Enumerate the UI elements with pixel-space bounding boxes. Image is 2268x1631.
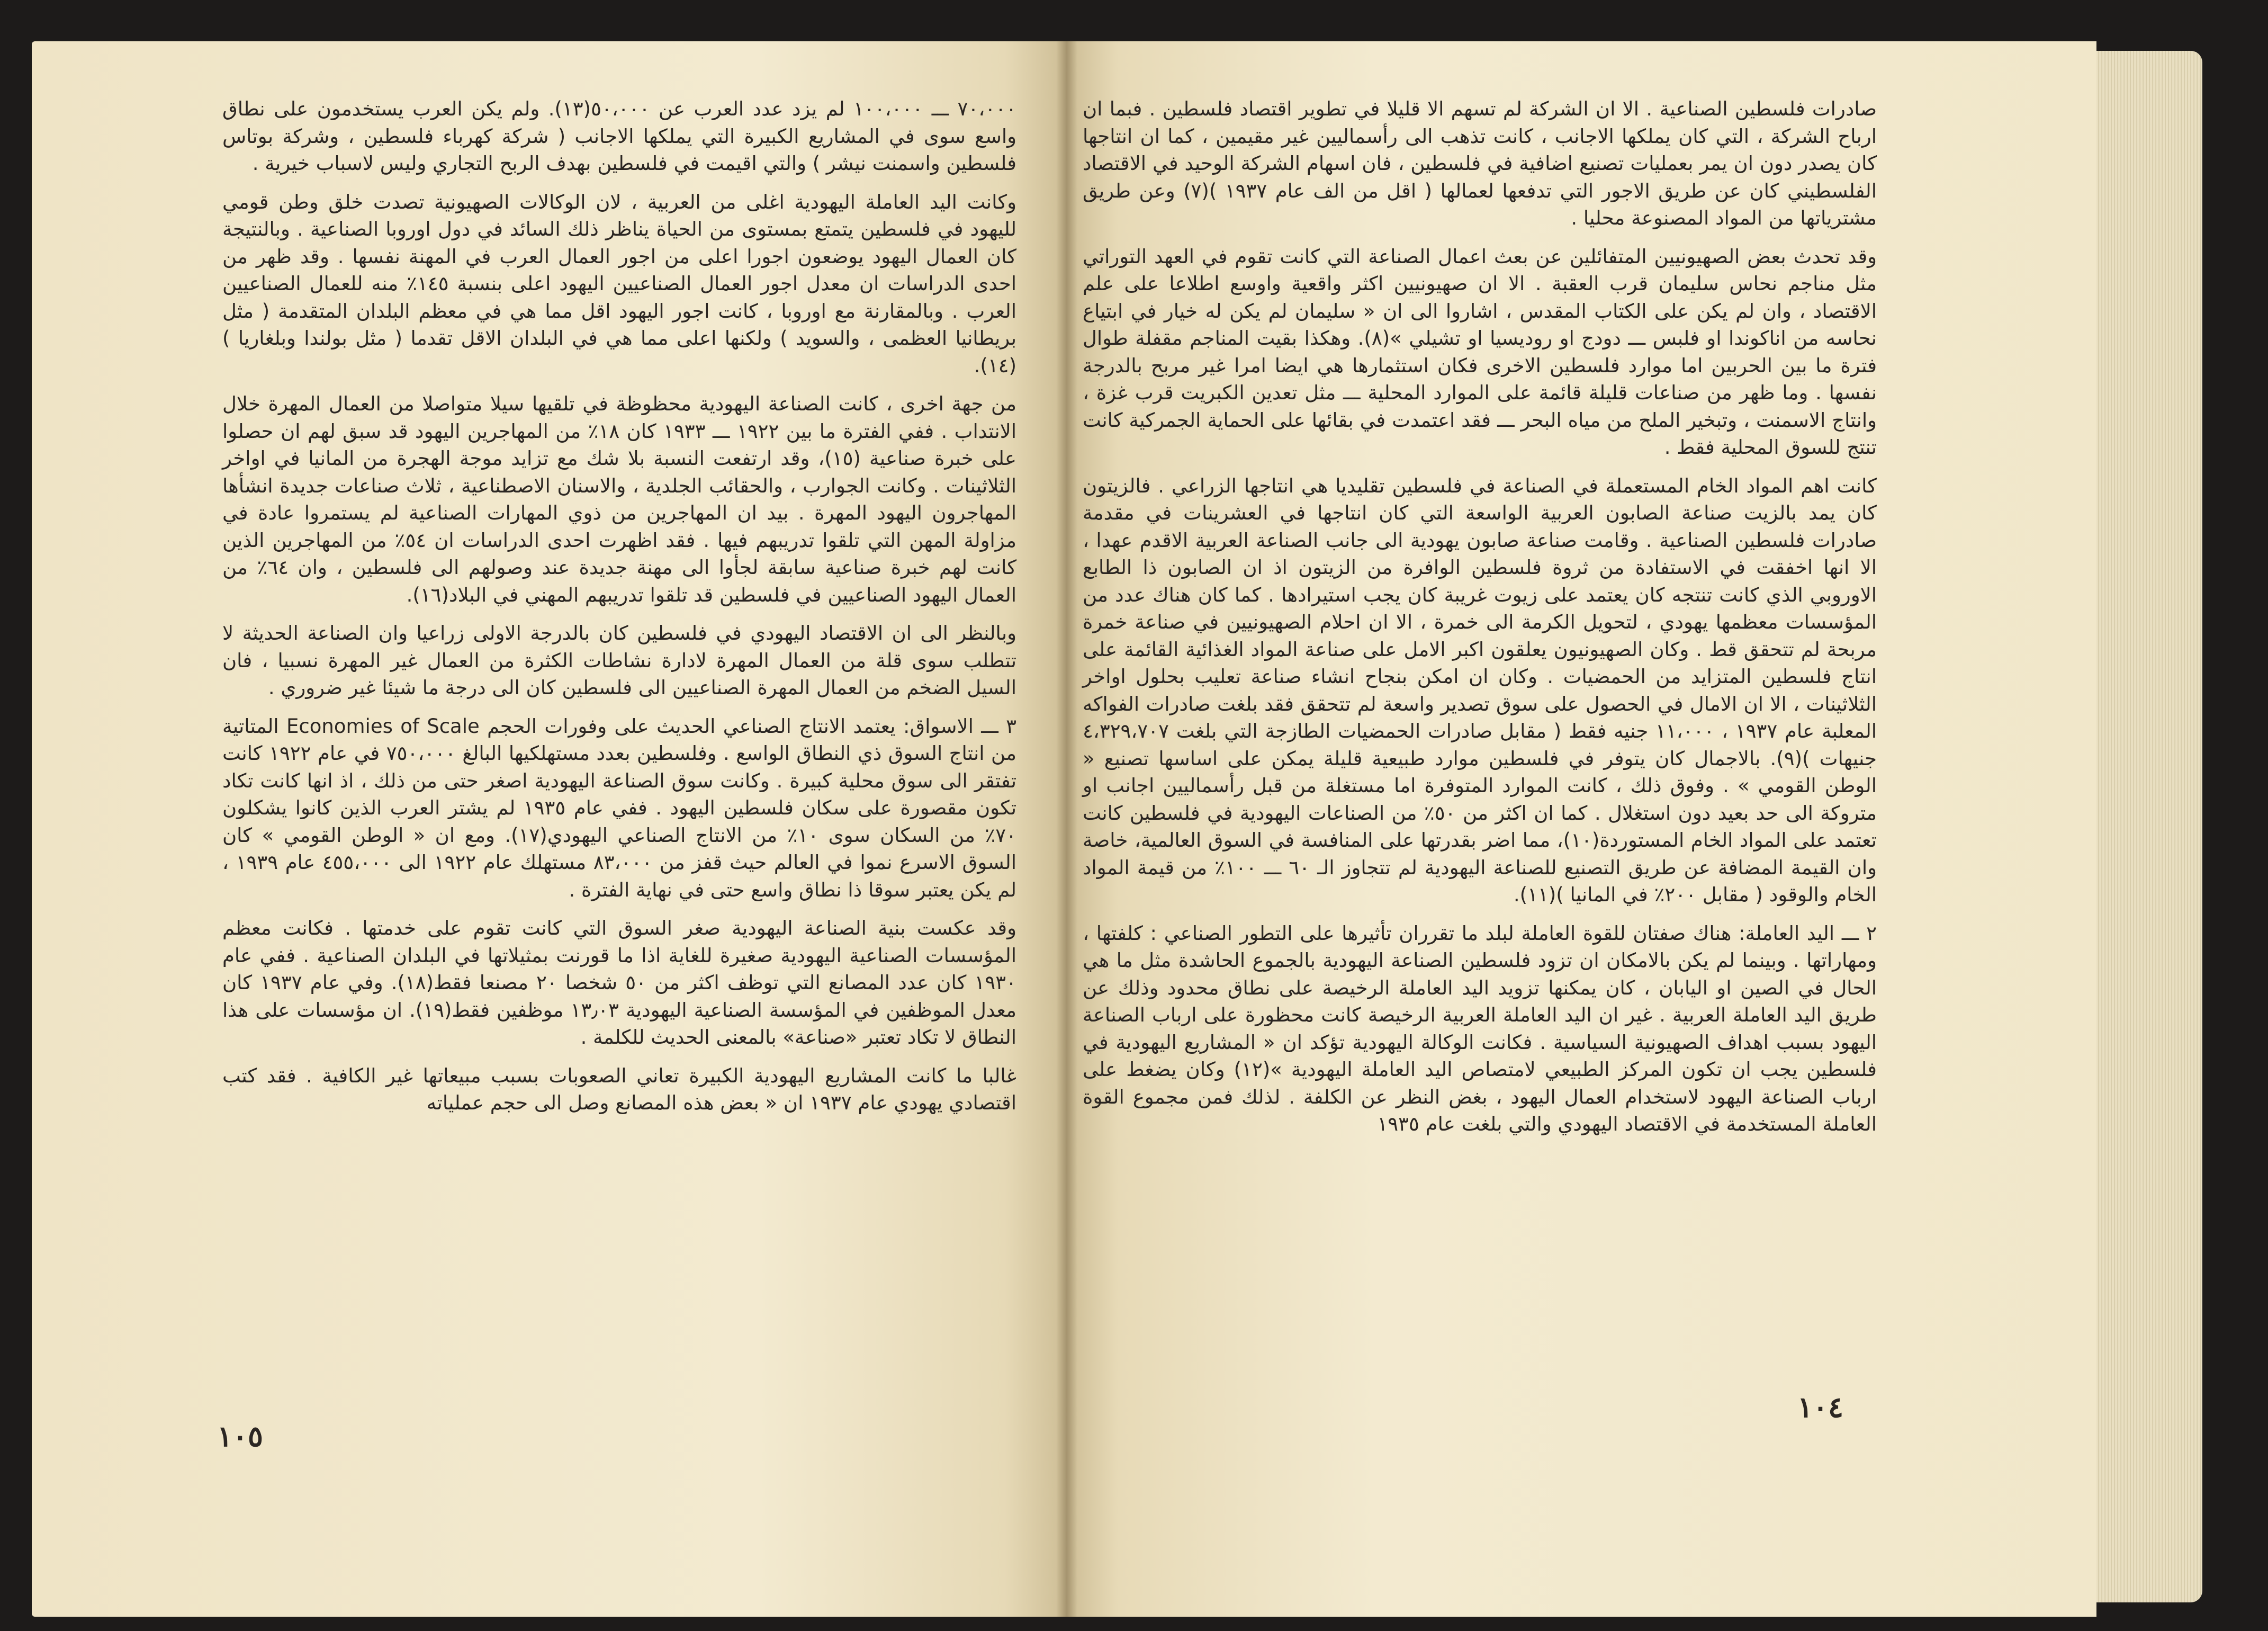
left-paragraph-3: من جهة اخرى ، كانت الصناعة اليهودية محظوظة في تلقيها سيلا متواصلا من العمال المهرة خلال الانتداب . ففي الفترة ما بين ١٩٢٢ ـــ ١٩٣٣ كان ١٨٪ من المهاجرين اليهود قد سبق لهم ان حصلوا على خبرة صناعية (١٥)، وقد ارتفعت النسبة بلا شك مع تزايد موجة الهجرة من المانيا في اواخر الثلاثينات . وكانت الجوارب ، والحقائب الجلدية ، والاسنان الاصطناعية ، ثلاث صناعات جديدة انشأها المهاجرون اليهود المهرة . بيد ان المهاجرين من ذوي المهارات الصناعية لم يستمروا عادة في مزاولة المهن التي تلقوا تدريبهم فيها . فقد اظهرت احدى الدراسات ان ٥٤٪ من المهاجرين الذين كانت لهم خبرة صناعية سابقة لجأوا الى مهنة جديدة عند وصولهم الى فلسطين ، وان ٦٤٪ من العمال اليهود الصناعيين في فلسطين قد تلقوا تدريبهم المهني في البلاد(١٦). bbox=[222, 392, 1017, 606]
left-paragraph-6: وقد عكست بنية الصناعة اليهودية صغر السوق التي كانت تقوم على خدمتها . فكانت معظم المؤسسات الصناعية اليهودية صغيرة للغاية اذا ما قورنت بمثيلاتها في البلدان الصناعية . ففي عام ١٩٣٠ كان عدد المصانع التي توظف اكثر من ٥٠ شخصا ٢٠ مصنعا فقط(١٨). وفي عام ١٩٣٧ كان معدل الموظفين في المؤسسة الصناعية اليهودية ١٣٫٠٣ موظفين فقط(١٩). ان مؤسسات على هذا النطاق لا تكاد تعتبر «صناعة» بالمعنى الحديث للكلمة . bbox=[222, 917, 1016, 1048]
left-paragraph-1: ٧٠،٠٠٠ ـــ ١٠٠،٠٠٠ لم يزد عدد العرب عن ٥٠،٠٠٠(١٣). ولم يكن العرب يستخدمون على نطاق واسع سوى في المشاريع الكبيرة التي يملكها الاجانب ( شركة كهرباء فلسطين ، وشركة بوتاس فلسطين واسمنت نيشر ) والتي اقيمت في فلسطين بهدف الربح التجاري وليس لاسباب خيرية . bbox=[222, 97, 1016, 175]
right-paragraph-3: كانت اهم المواد الخام المستعملة في الصناعة في فلسطين تقليديا هي انتاجها الزراعي . فالزيتون كان يمد بالزيت صناعة الصابون العربية الواسعة التي كان انتاجها في العشرينات في مقدمة صادرات فلسطين الصناعية . وقامت صناعة صابون يهودية الى جانب الصناعة العربية الاقدم عهدا ، الا انها اخفقت في الاستفادة من ثروة فلسطين الوافرة من الزيتون اذ ان الصابون ذا الطابع الاوروبي الذي كانت تنتجه كان يعتمد على زيوت غريبة كان يجب استيرادها . كما كان هناك عدد من المؤسسات معظمها يهودي ، لتحويل الكرمة الى خمرة ، الا ان احلام الصهيونيين في صناعة خمرة مربحة لم تتحقق قط . وكان الصهيونيون يعلقون اكبر الامل على صناعة المواد الغذائية القائمة على انتاج فلسطين المتزايد من الحمضيات . وكان ان امكن بنجاح انشاء صناعة تعليب بحلول اواخر الثلاثينات ، الا ان الامال في الحصول على سوق تصدير واسعة لم تتحقق فقد بلغت صادرات الفواكه المعلبة عام ١٩٣٧ ، ١١،٠٠٠ جنيه فقط ( مقابل صادرات الحمضيات الطازجة التي بلغت ٤،٣٢٩،٧٠٧ جنيهات )(٩). بالاجمال كان يتوفر في فلسطين موارد طبيعية قليلة يمكن على اساسها تصنيع « الوطن القومي » . وفوق ذلك ، كانت الموارد المتوفرة اما مستغلة من قبل رأسماليين اجانب او متروكة الى حد بعيد دون استغلال . كما ان اكثر من ٥٠٪ من الصناعات اليهودية في فلسطين كانت تعتمد على المواد الخام المستوردة(١٠)، مما اضر بقدرتها على المنافسة في السوق العالمية، خاصة وان القيمة المضافة عن طريق التصنيع للصناعة اليهودية لم تتجاوز الـ ٦٠ ـــ ١٠٠٪ من قيمة المواد الخام والوقود ( مقابل ٢٠٠٪ في المانيا )(١١). bbox=[1083, 474, 1877, 906]
right-paragraph-1: صادرات فلسطين الصناعية . الا ان الشركة لم تسهم الا قليلا في تطوير اقتصاد فلسطين . فبما ان ارباح الشركة ، التي كان يملكها الاجانب ، كانت تذهب الى رأسماليين غير مقيمين ، كما ان انتاجها كان يصدر دون ان يمر بعمليات تصنيع اضافية في فلسطين ، فان اسهام الشركة الوحيد في الاقتصاد الفلسطيني كان عن طريق الاجور التي تدفعها لعمالها ( اقل من الف عام ١٩٣٧ )(٧) وعن طريق مشترياتها من المواد المصنوعة محليا . bbox=[1083, 97, 1877, 229]
page-edges bbox=[2096, 51, 2202, 1602]
book-gutter bbox=[1056, 41, 1077, 1617]
left-page-number: ١٠٥ bbox=[217, 1419, 264, 1453]
left-paragraph-4: وبالنظر الى ان الاقتصاد اليهودي في فلسطين كان بالدرجة الاولى زراعيا وان الصناعة الحديثة لا تتطلب سوى قلة من العمال المهرة لادارة نشاطات الكثرة من العمال غير المهرة نسبيا ، فان السيل الضخم من العمال المهرة الصناعيين الى فلسطين كان الى درجة ما شيئا غير ضروري . bbox=[222, 622, 1016, 699]
left-page-text bbox=[222, 95, 1016, 1128]
left-paragraph-2: وكانت اليد العاملة اليهودية اغلى من العربية ، لان الوكالات الصهيونية تصدت خلق وطن قومي لليهود في فلسطين يتمتع بمستوى من الحياة يناظر ذلك السائد في دول اوروبا الصناعية . وبالنتيجة كان العمال اليهود يوضعون اجورا اعلى من اجور العمال العرب في المهنة نفسها . وقد ظهر من احدى الدراسات ان معدل اجور العمال الصناعيين اليهود اعلى بنسبة ١٤٥٪ منه للعمال الصناعيين العرب . وبالمقارنة مع اوروبا ، كانت اجور اليهود اقل مما هي في معظم البلدان المتقدمة ( مثل بريطانيا العظمى ، والسويد ) ولكنها اعلى مما هي في البلدان الاقل تقدما ( مثل بولندا وبلغاريا )(١٤). bbox=[222, 190, 1016, 377]
left-paragraph-5-markets: ٣ ـــ الاسواق: يعتمد الانتاج الصناعي الحديث على وفورات الحجم Economies of Scale المتاتية من انتاج السوق ذي النطاق الواسع . وفلسطين بعدد مستهلكيها البالغ ٧٥٠،٠٠٠ في عام ١٩٢٢ كانت تفتقر الى سوق محلية كبيرة . وكانت سوق الصناعة اليهودية اصغر حتى من ذلك ، اذ انها كانت تكاد تكون مقصورة على سكان فلسطين اليهود . ففي عام ١٩٣٥ لم يشتر العرب الذين كانوا يشكلون ٧٠٪ من السكان سوى ١٠٪ من الانتاج الصناعي اليهودي(١٧). ومع ان « الوطن القومي » كان السوق الاسرع نموا في العالم حيث قفز من ٨٣،٠٠٠ مستهلك عام ١٩٢٢ الى ٤٥٥،٠٠٠ عام ١٩٣٩ ، لم يكن يعتبر سوقا ذا نطاق واسع حتى في نهاية الفترة . bbox=[222, 714, 1017, 901]
right-page-text bbox=[1083, 95, 1877, 1149]
right-page-number: ١٠٤ bbox=[1797, 1390, 1844, 1424]
left-paragraph-7: غالبا ما كانت المشاريع اليهودية الكبيرة تعاني الصعوبات بسبب مبيعاتها غير الكافية . فقد كتب اقتصادي يهودي عام ١٩٣٧ ان « بعض هذه المصانع وصل الى حجم عملياته bbox=[222, 1064, 1016, 1114]
right-paragraph-2: وقد تحدث بعض الصهيونيين المتفائلين عن بعث اعمال الصناعة التي كانت تقوم في العهد التوراتي مثل مناجم نحاس سليمان قرب العقبة . الا ان صهيونيين اكثر واقعية واوسع اطلاعا على علم الاقتصاد ، وان لم يكن على الكتاب المقدس ، اشاروا الى ان « سليمان لم يكن له خيار في ابتياع نحاسه من اناكوندا او فلبس ـــ دودج او روديسيا او تشيلي »(٨). وهكذا بقيت المناجم مقفلة طوال فترة ما بين الحربين اما موارد فلسطين الاخرى فكان استثمارها هي ايضا امرا غير مربح بالدرجة نفسها . وما ظهر من صناعات قليلة قائمة على الموارد المحلية ـــ مثل تعدين الكبريت قرب غزة ، وانتاج الاسمنت ، وتبخير الملح من مياه البحر ـــ فقد اعتمدت في بقائها على الحماية الجمركية كانت تنتج للسوق المحلية فقط . bbox=[1083, 245, 1877, 459]
right-paragraph-4-labor: ٢ ـــ اليد العاملة: هناك صفتان للقوة العاملة لبلد ما تقرران تأثيرها على التطور الصناعي : كلفتها ، ومهاراتها . وبينما لم يكن بالامكان ان تزود فلسطين الصناعة اليهودية بالجموع الحاشدة مثل ما هي الحال في الصين او اليابان ، كان يمكنها تزويد اليد العاملة الرخيصة على نطاق محدود وذلك عن طريق اليد العاملة العربية . غير ان اليد العاملة العربية الرخيصة كانت محظورة على ارباب الصناعة اليهود بسبب اهداف الصهيونية السياسية . فكانت الوكالة اليهودية تؤكد ان « المشاريع اليهودية في فلسطين يجب ان تكون المركز الطبيعي لامتصاص اليد العاملة اليهودية »(١٢) وكان يضغط على ارباب الصناعة اليهود لاستخدام العمال اليهود ، بغض النظر عن الكلفة . لذلك فمن مجموع القوة العاملة المستخدمة في الاقتصاد اليهودي والتي بلغت عام ١٩٣٥ bbox=[1083, 921, 1877, 1135]
